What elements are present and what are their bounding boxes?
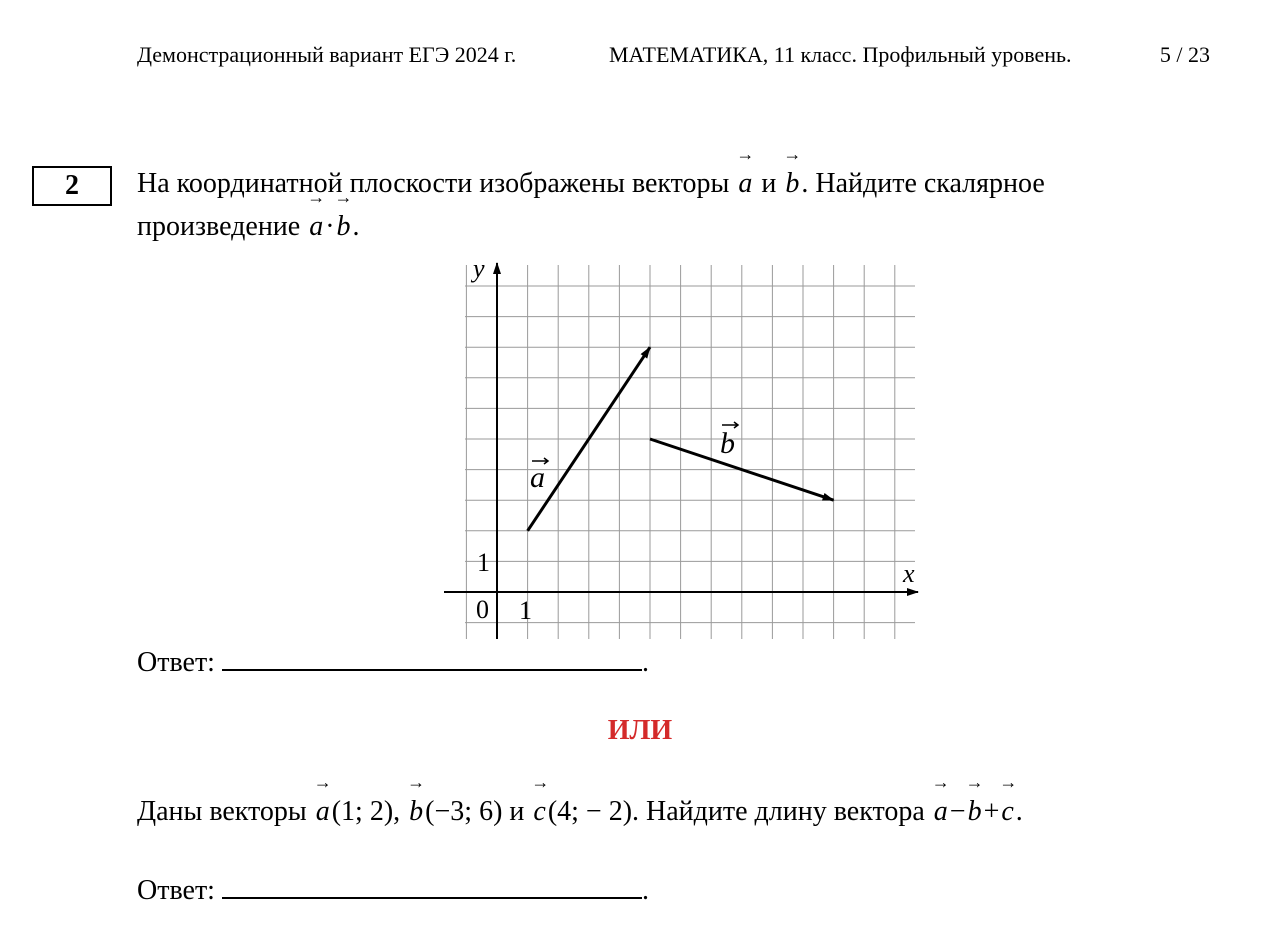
answer-end-1: .	[641, 647, 649, 678]
alt-task-tail: . Найдите длину вектора	[632, 796, 925, 827]
page-header	[137, 42, 1210, 74]
vector-a-label: a	[530, 461, 545, 494]
task-text-part2: . Найдите скалярное	[801, 168, 1045, 199]
vector-b-symbol: → b	[783, 162, 801, 205]
expr-vector-b: → b	[966, 790, 984, 833]
vector-b-label: b	[720, 427, 735, 460]
header-subject: МАТЕМАТИКА, 11 класс. Профильный уровень.	[609, 42, 1072, 67]
y-axis-label: y	[473, 255, 485, 283]
x-unit-label: 1	[519, 596, 532, 625]
answer-line-2[interactable]	[222, 873, 642, 899]
product-b-symbol: → b	[335, 205, 353, 248]
task-text-part1: На координатной плоскости изображены векторы	[137, 168, 730, 199]
task-number-box	[32, 166, 112, 206]
header-exam-title: Демонстрационный вариант ЕГЭ 2024 г.	[137, 42, 517, 67]
alt-vector-a: → a	[314, 790, 332, 833]
alt-task-end: .	[1015, 796, 1023, 827]
vector-a-symbol: → a	[736, 162, 754, 205]
x-axis-label: x	[903, 559, 915, 588]
alt-c-coords: (4; − 2)	[547, 796, 633, 827]
answer-field-1	[137, 645, 649, 679]
answer-label-1: Ответ:	[137, 647, 215, 678]
expr-minus: −	[949, 796, 966, 827]
alt-b-coords: (−3; 6)	[425, 796, 503, 827]
origin-label: 0	[476, 595, 489, 624]
expr-plus: +	[983, 796, 1000, 827]
header-page-number: 5 / 23	[1159, 42, 1210, 67]
alt-vector-b: → b	[407, 790, 425, 833]
task-text-line2: произведение	[137, 211, 301, 242]
alt-a-coords: (1; 2),	[331, 796, 401, 827]
product-a-symbol: → a	[307, 205, 325, 248]
task-period: .	[352, 211, 360, 242]
y-unit-label: 1	[477, 548, 490, 577]
answer-end-2: .	[641, 875, 649, 906]
expr-vector-a: → a	[932, 790, 950, 833]
task-and: и	[761, 168, 777, 199]
alt-vector-c: → c	[531, 790, 547, 833]
dot-operator: ·	[325, 211, 335, 242]
alt-task-lead: Даны векторы	[137, 796, 307, 827]
answer-line-1[interactable]	[222, 645, 642, 671]
alt-task-text	[137, 790, 1210, 833]
or-separator: ИЛИ	[607, 715, 673, 746]
expr-vector-c: → c	[999, 790, 1015, 833]
answer-label-2: Ответ:	[137, 875, 215, 906]
alt-and: и	[509, 796, 525, 827]
task-number: 2	[65, 170, 79, 201]
coordinate-plane	[440, 255, 930, 645]
answer-field-2	[137, 873, 649, 907]
coordinate-plane-svg	[440, 255, 930, 645]
task-text	[137, 162, 1210, 248]
